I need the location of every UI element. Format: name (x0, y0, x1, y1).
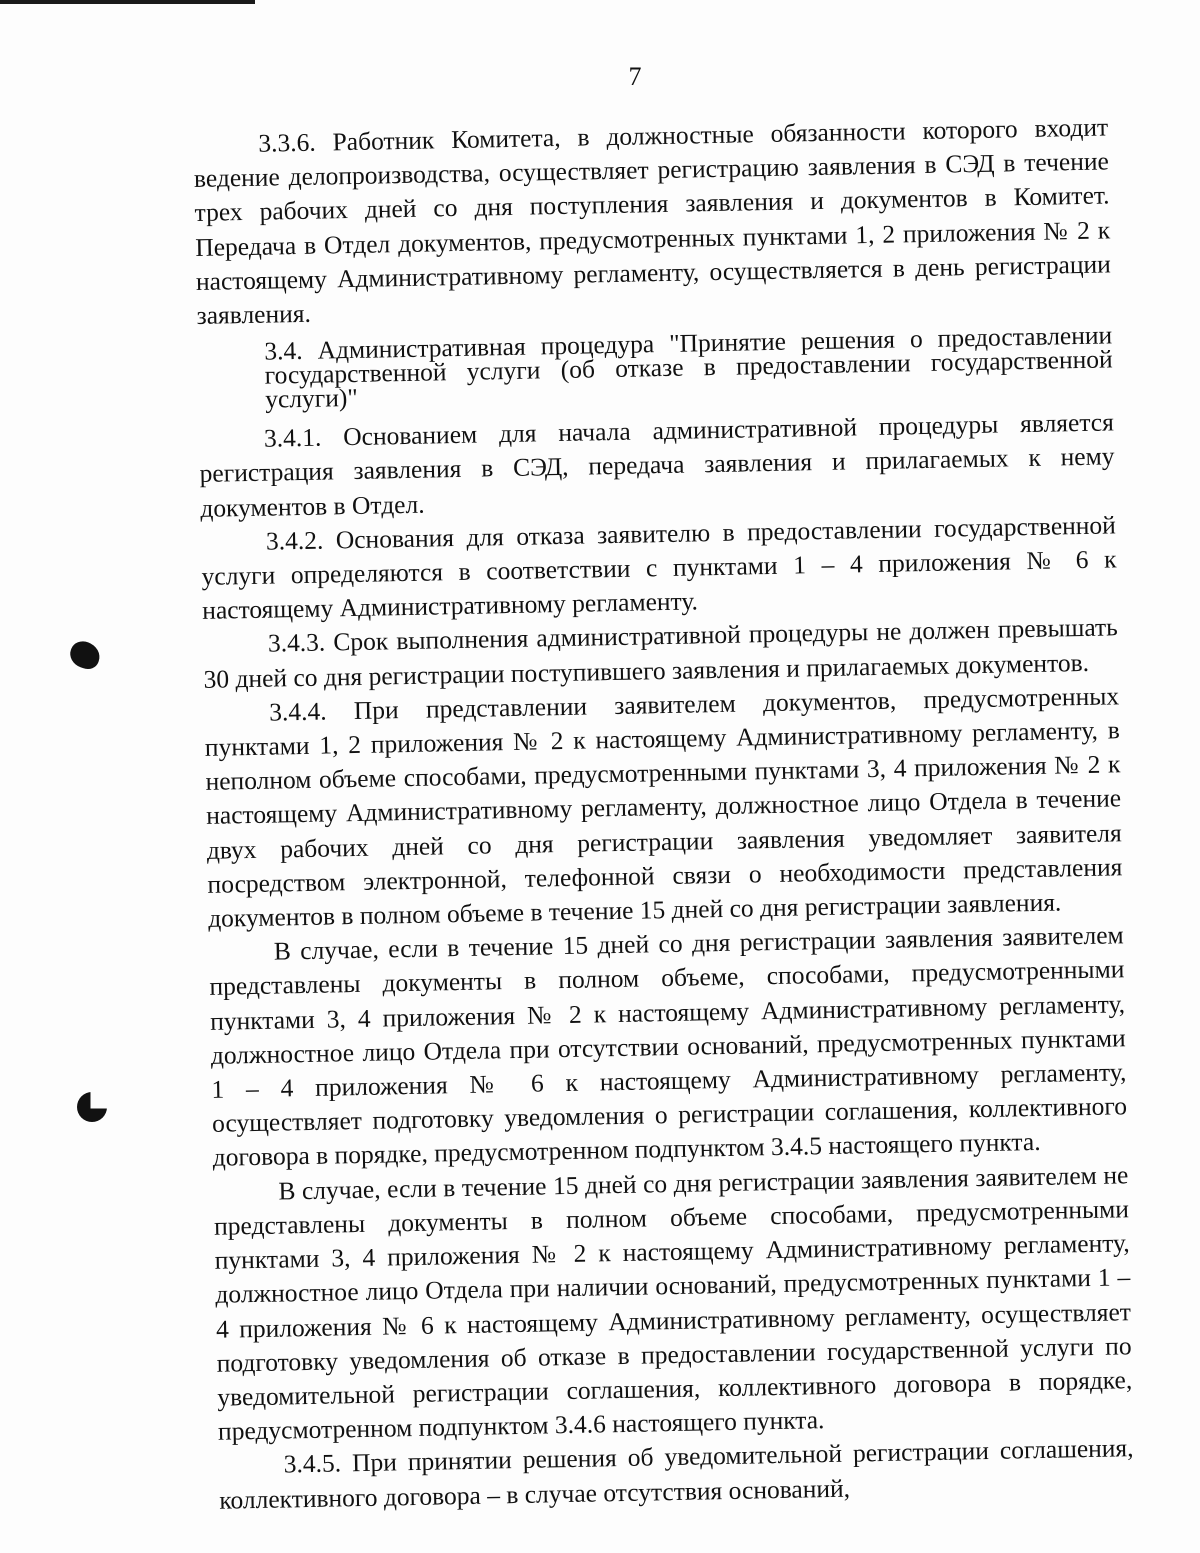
punch-hole-mark (66, 638, 103, 673)
punch-hole-mark (77, 1092, 107, 1122)
top-rule-divider (0, 0, 255, 4)
paragraph-3-4-4: 3.4.4. При представлении заявителем документов, предусмотренных пунктами 1, 2 приложения № 2 к настоящему Административному регламенту, в неполном объеме способами, предусмотренными пунктами 3, 4 приложения № 2 к настоящему Административному регламенту, должностное лицо Отдела в течение двух рабочих дней со дня регистрации заявления уведомляет заявителя посредством электронной, телефонной связи о необходимости представления документов в полном объеме в течение 15 дней со дня регистрации заявления. (204, 681, 1123, 933)
paragraph-3-4-4-case-complete: В случае, если в течение 15 дней со дня регистрации заявления заявителем представлены документы в полном объеме, способами, предусмотренными пунктами 3, 4 приложения № 2 к настоящему Административному регламенту, должностное лицо Отдела при отсутствии оснований, предусмотренных пунктами 1 – 4 приложения № 6 к настоящему Административному регламенту, осуществляет подготовку уведомления о регистрации соглашения, коллективного договора в порядке, предусмотренном подпунктом 3.4.5 настоящего пункта. (209, 920, 1128, 1173)
paragraph-3-4-3: 3.4.3. Срок выполнения административной процедуры не должен превышать 30 дней со дня регистрации поступившего заявления и прилагаемых документов. (203, 612, 1119, 694)
page-number: 7 (628, 62, 642, 91)
paragraph-3-4-4-case-incomplete: В случае, если в течение 15 дней со дня регистрации заявления заявителем не представлены документы в полном объеме способами, предусмотренными пунктами 3, 4 приложения № 2 к настоящему Административному регламенту, должностное лицо Отдела при наличии оснований, предусмотренных пунктами 1 – 4 приложения № 6 к настоящему Административному регламенту, осуществляет подготовку уведомления об отказе в предоставлении государственной услуги по уведомительной регистрации соглашения, коллективного договора в порядке, предусмотренном подпунктом 3.4.6 настоящего пункта. (213, 1159, 1133, 1446)
paragraph-3-4-5: 3.4.5. При принятии решения об уведомительной регистрации соглашения, коллективного договора – в случае отсутствия оснований, (219, 1433, 1134, 1515)
paragraph-3-3-6: 3.3.6. Работник Комитета, в должностные обязанности которого входит ведение делопроизводства, осуществляет регистрацию заявления в СЭД в течение трех рабочих дней со дня поступления заявления и документов в Комитет. Передача в Отдел документов, предусмотренных пунктами 1, 2 приложения № 2 к настоящему Административному регламенту, осуществляется в день регистрации заявления. (193, 112, 1112, 330)
section-heading-3-4: 3.4. Административная процедура "Принятие решения о предоставлении государственной услуги (об отказе в предоставлении государственной услуги)" (264, 320, 1113, 414)
paragraph-3-4-1: 3.4.1. Основанием для начала административной процедуры является регистрация заявления в СЭД, передача заявления и прилагаемых к нему документов в Отдел. (199, 407, 1115, 523)
document-body (193, 110, 1135, 1517)
paragraph-3-4-2: 3.4.2. Основания для отказа заявителю в предоставлении государственной услуги определяются в соответствии с пунктами 1 – 4 приложения № 6 к настоящему Административному регламенту. (201, 510, 1117, 626)
